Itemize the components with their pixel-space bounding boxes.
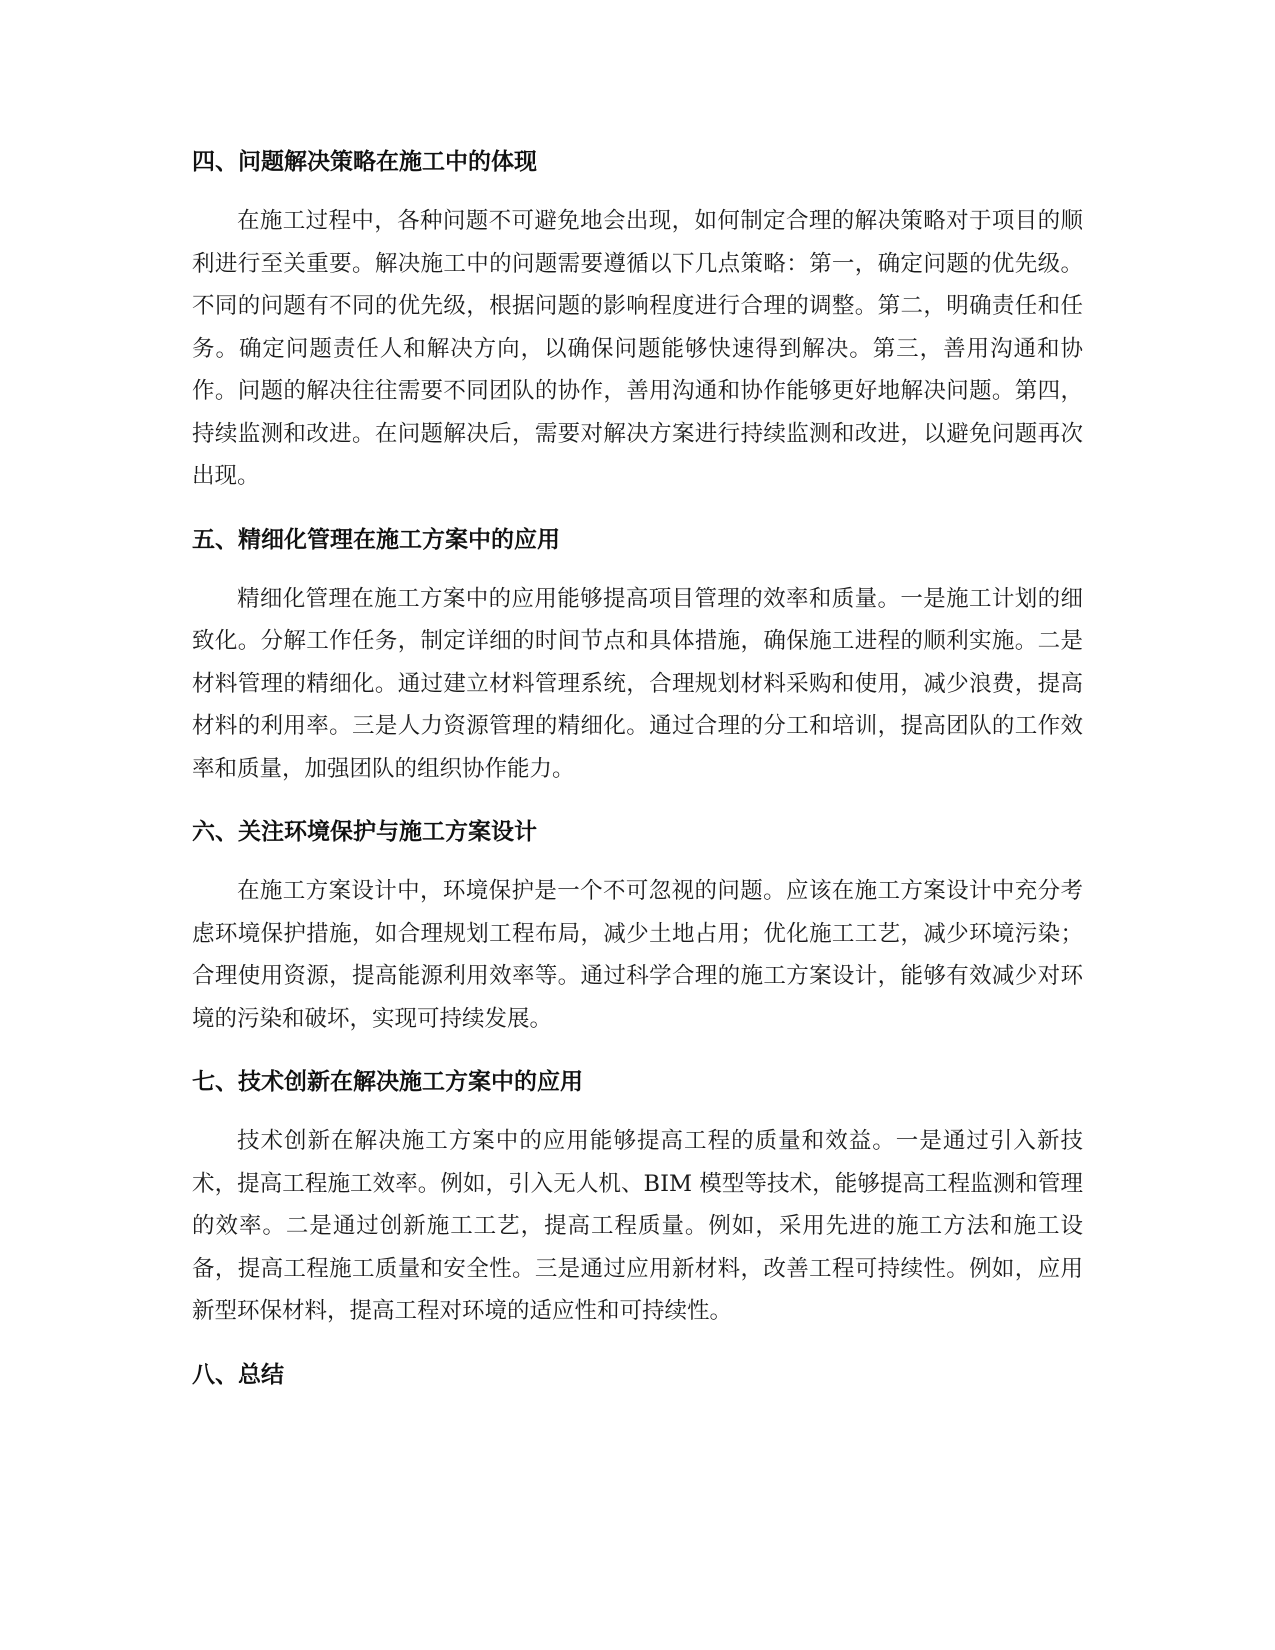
- section-paragraph: 技术创新在解决施工方案中的应用能够提高工程的质量和效益。一是通过引入新技术，提高工程施工效率。例如，引入无人机、BIM 模型等技术，能够提高工程监测和管理的效率。二是通过创新施工工艺，提高工程质量。例如，采用先进的施工方法和施工设备，提高工程施工质量和安全性。三是通过应用新材料，改善工程可持续性。例如，应用新型环保材料，提高工程对环境的适应性和可持续性。: [192, 1128, 1083, 1324]
- section-problem-solving: [192, 146, 1083, 498]
- section-heading: 六、关注环境保护与施工方案设计: [192, 819, 537, 845]
- section-heading: 七、技术创新在解决施工方案中的应用: [192, 1069, 583, 1095]
- section-fine-management: [192, 524, 1083, 791]
- section-summary: [192, 1359, 1083, 1391]
- section-heading: 四、问题解决策略在施工中的体现: [192, 149, 537, 175]
- section-heading: 五、精细化管理在施工方案中的应用: [192, 526, 560, 553]
- section-paragraph: 精细化管理在施工方案中的应用能够提高项目管理的效率和质量。一是施工计划的细致化。分解工作任务，制定详细的时间节点和具体措施，确保施工进程的顺利实施。二是材料管理的精细化。通过建立材料管理系统，合理规划材料采购和使用，减少浪费，提高材料的利用率。三是人力资源管理的精细化。通过合理的分工和培训，提高团队的工作效率和质量，加强团队的组织协作能力。: [192, 585, 1083, 782]
- section-paragraph: 在施工过程中，各种问题不可避免地会出现，如何制定合理的解决策略对于项目的顺利进行至关重要。解决施工中的问题需要遵循以下几点策略：第一，确定问题的优先级。不同的问题有不同的优先级，根据问题的影响程度进行合理的调整。第二，明确责任和任务。确定问题责任人和解决方向，以确保问题能够快速得到解决。第三，善用沟通和协作。问题的解决往往需要不同团队的协作，善用沟通和协作能够更好地解决问题。第四，持续监测和改进。在问题解决后，需要对解决方案进行持续监测和改进，以避免问题再次出现。: [192, 208, 1083, 489]
- section-paragraph: 在施工方案设计中，环境保护是一个不可忽视的问题。应该在施工方案设计中充分考虑环境保护措施，如合理规划工程布局，减少土地占用；优化施工工艺，减少环境污染；合理使用资源，提高能源利用效率等。通过科学合理的施工方案设计，能够有效减少对环境的污染和破坏，实现可持续发展。: [192, 878, 1083, 1032]
- section-tech-innovation: [192, 1066, 1083, 1333]
- section-heading: 八、总结: [192, 1361, 284, 1388]
- section-environment: [192, 816, 1083, 1040]
